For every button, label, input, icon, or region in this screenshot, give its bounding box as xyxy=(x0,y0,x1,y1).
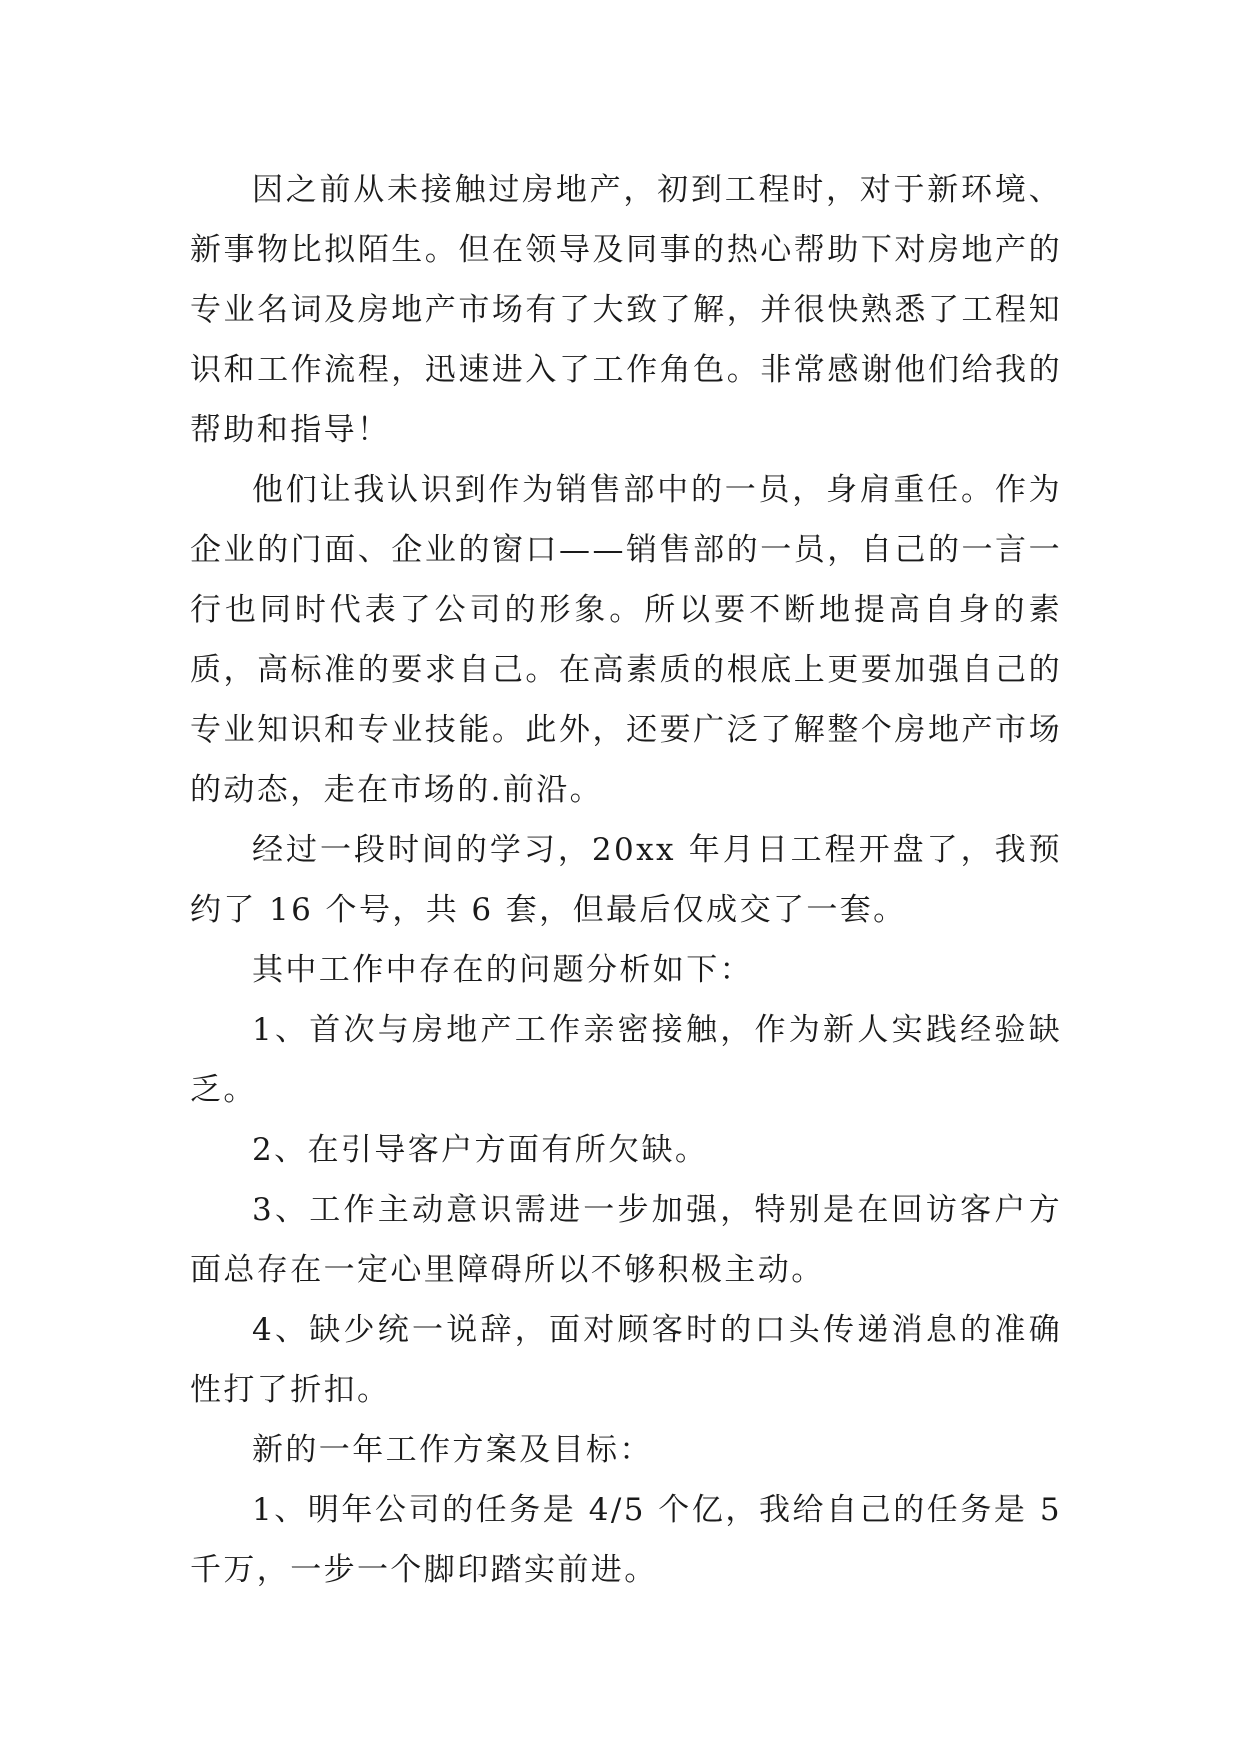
document-body xyxy=(190,160,1062,1600)
paragraph-problem-2: 2、在引导客户方面有所欠缺。 xyxy=(252,1132,709,1168)
paragraph-responsibility: 他们让我认识到作为销售部中的一员，身肩重任。作为企业的门面、企业的窗口——销售部的一员，自己的一言一行也同时代表了公司的形象。所以要不断地提高自身的素质，高标准的要求自己。在高素质的根底上更要加强自己的专业知识和专业技能。此外，还要广泛了解整个房地产市场的动态，走在市场的.前沿。 xyxy=(190,472,1062,808)
paragraph-intro: 因之前从未接触过房地产，初到工程时，对于新环境、新事物比拟陌生。但在领导及同事的热心帮助下对房地产的专业名词及房地产市场有了大致了解，并很快熟悉了工程知识和工作流程，迅速进入了工作角色。非常感谢他们给我的帮助和指导！ xyxy=(190,172,1062,448)
paragraph-results: 经过一段时间的学习，20xx 年月日工程开盘了，我预约了 16 个号，共 6 套，但最后仅成交了一套。 xyxy=(190,832,1062,928)
paragraph-plan-1: 1、明年公司的任务是 4/5 个亿，我给自己的任务是 5 千万，一步一个脚印踏实前进。 xyxy=(190,1492,1062,1588)
paragraph-problems-heading: 其中工作中存在的问题分析如下： xyxy=(252,952,753,988)
paragraph-problem-4: 4、缺少统一说辞，面对顾客时的口头传递消息的准确性打了折扣。 xyxy=(190,1312,1062,1408)
paragraph-problem-3: 3、工作主动意识需进一步加强，特别是在回访客户方面总存在一定心里障碍所以不够积极主动。 xyxy=(190,1192,1062,1288)
paragraph-plan-heading: 新的一年工作方案及目标： xyxy=(252,1432,653,1468)
paragraph-problem-1: 1、首次与房地产工作亲密接触，作为新人实践经验缺乏。 xyxy=(190,1012,1062,1108)
